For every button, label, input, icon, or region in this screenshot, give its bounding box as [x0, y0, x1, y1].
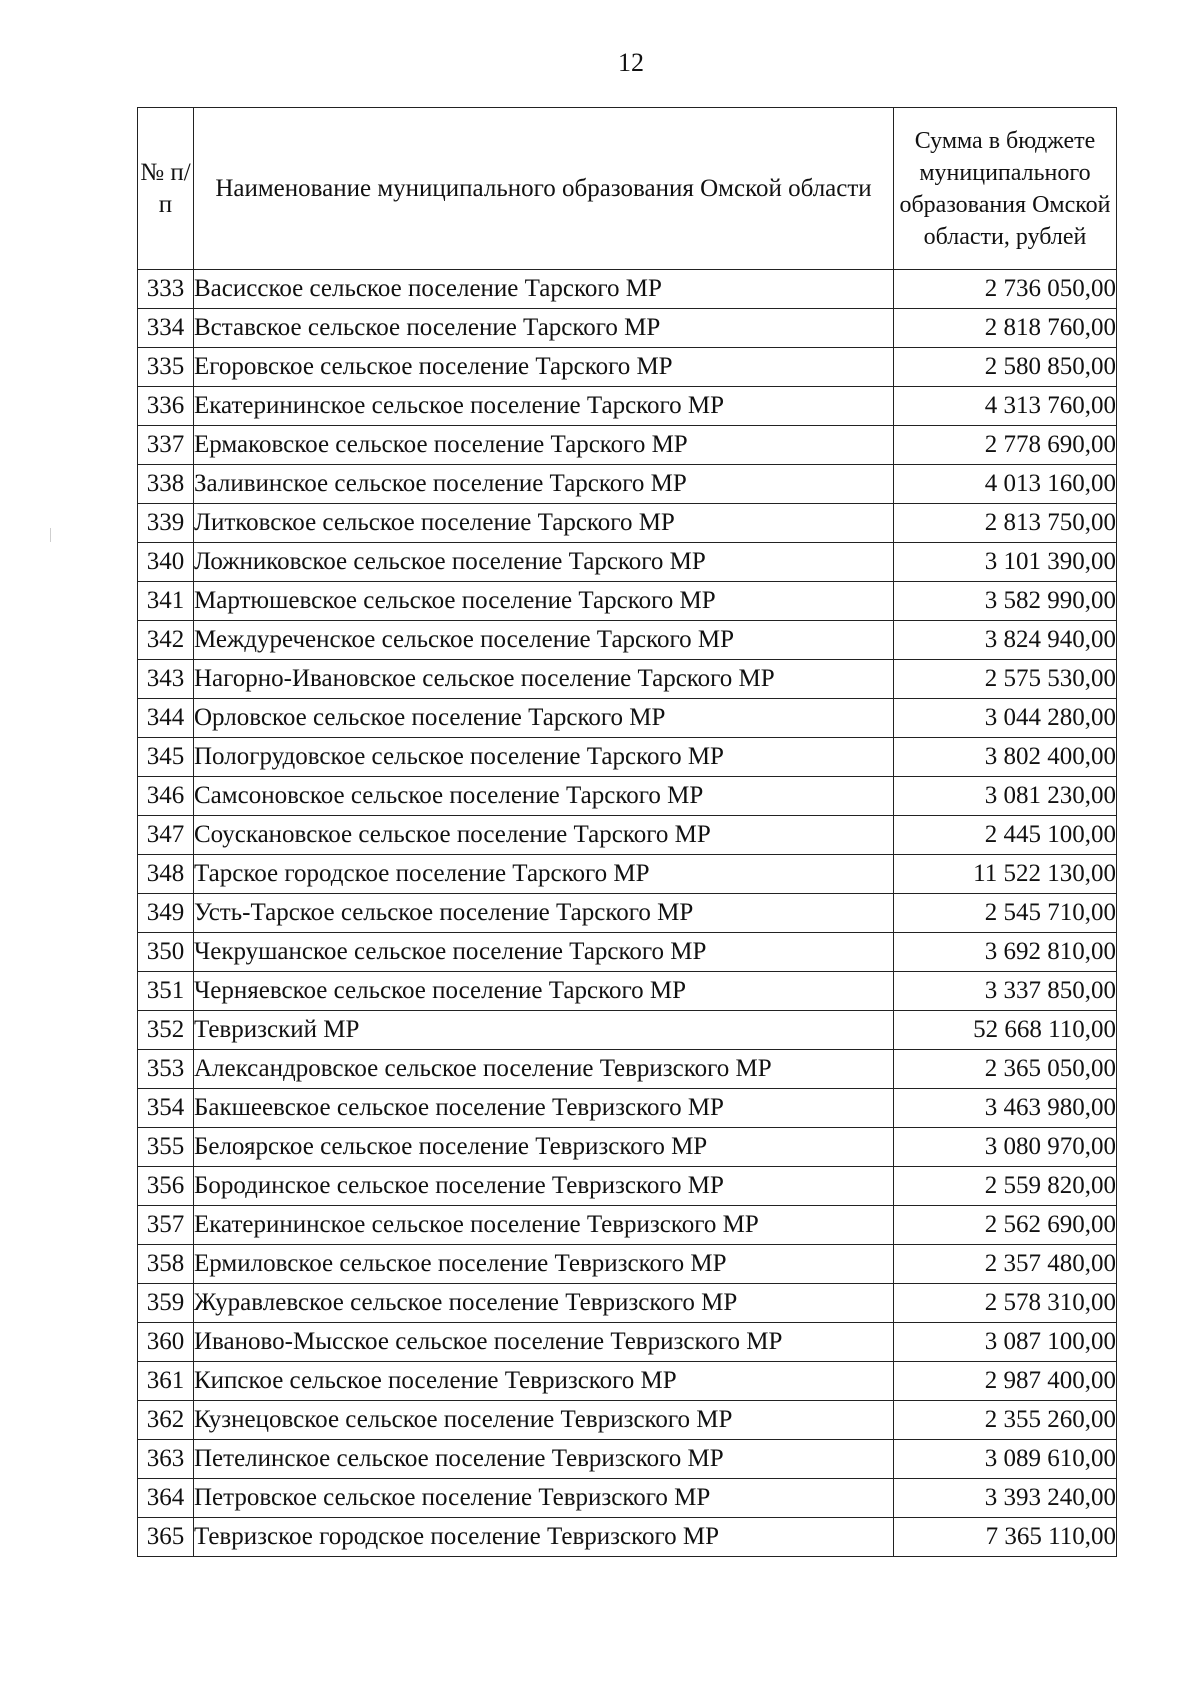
- municipality-name: Васисское сельское поселение Тарского МР: [194, 270, 894, 309]
- municipality-name: Чекрушанское сельское поселение Тарского МР: [194, 933, 894, 972]
- budget-amount: 2 575 530,00: [894, 660, 1117, 699]
- budget-amount: 3 824 940,00: [894, 621, 1117, 660]
- row-number: 342: [138, 621, 194, 660]
- row-number: 356: [138, 1167, 194, 1206]
- budget-amount: 2 813 750,00: [894, 504, 1117, 543]
- municipality-name: Орловское сельское поселение Тарского МР: [194, 699, 894, 738]
- table-row: [138, 1284, 1117, 1323]
- table-row: [138, 738, 1117, 777]
- table-row: [138, 699, 1117, 738]
- municipality-name: Александровское сельское поселение Тевризского МР: [194, 1050, 894, 1089]
- table-row: [138, 777, 1117, 816]
- budget-amount: 4 013 160,00: [894, 465, 1117, 504]
- budget-amount: 3 802 400,00: [894, 738, 1117, 777]
- table-row: [138, 1089, 1117, 1128]
- table-row: [138, 387, 1117, 426]
- budget-amount: 2 365 050,00: [894, 1050, 1117, 1089]
- municipality-name: Черняевское сельское поселение Тарского МР: [194, 972, 894, 1011]
- table-row: [138, 543, 1117, 582]
- budget-amount: 2 580 850,00: [894, 348, 1117, 387]
- municipality-name: Междуреченское сельское поселение Тарского МР: [194, 621, 894, 660]
- table-row: [138, 504, 1117, 543]
- table-row: [138, 972, 1117, 1011]
- table-row: [138, 465, 1117, 504]
- budget-amount: 7 365 110,00: [894, 1518, 1117, 1557]
- municipality-name: Ложниковское сельское поселение Тарского МР: [194, 543, 894, 582]
- table-body: [138, 270, 1117, 1557]
- table-row: [138, 855, 1117, 894]
- row-number: 334: [138, 309, 194, 348]
- row-number: 355: [138, 1128, 194, 1167]
- municipality-name: Нагорно-Ивановское сельское поселение Тарского МР: [194, 660, 894, 699]
- table-row: [138, 309, 1117, 348]
- row-number: 358: [138, 1245, 194, 1284]
- table-row: [138, 621, 1117, 660]
- budget-amount: 3 080 970,00: [894, 1128, 1117, 1167]
- municipality-name: Тевризский МР: [194, 1011, 894, 1050]
- budget-amount: 3 582 990,00: [894, 582, 1117, 621]
- municipality-name: Ермиловское сельское поселение Тевризского МР: [194, 1245, 894, 1284]
- row-number: 343: [138, 660, 194, 699]
- row-number: 339: [138, 504, 194, 543]
- table-row: [138, 660, 1117, 699]
- municipality-name: Заливинское сельское поселение Тарского МР: [194, 465, 894, 504]
- table-row: [138, 426, 1117, 465]
- budget-amount: 3 337 850,00: [894, 972, 1117, 1011]
- row-number: 363: [138, 1440, 194, 1479]
- municipality-name: Бакшеевское сельское поселение Тевризского МР: [194, 1089, 894, 1128]
- table-row: [138, 270, 1117, 309]
- municipality-name: Тевризское городское поселение Тевризского МР: [194, 1518, 894, 1557]
- budget-amount: 3 393 240,00: [894, 1479, 1117, 1518]
- row-number: 349: [138, 894, 194, 933]
- budget-amount: 2 562 690,00: [894, 1206, 1117, 1245]
- row-number: 344: [138, 699, 194, 738]
- budget-amount: 3 089 610,00: [894, 1440, 1117, 1479]
- row-number: 360: [138, 1323, 194, 1362]
- page-number: 12: [618, 48, 644, 77]
- municipality-name: Егоровское сельское поселение Тарского МР: [194, 348, 894, 387]
- budget-amount: 11 522 130,00: [894, 855, 1117, 894]
- table-row: [138, 1050, 1117, 1089]
- header-number: № п/п: [138, 108, 194, 270]
- header-budget-amount: Сумма в бюджете муниципального образования Омской области, рублей: [894, 108, 1117, 270]
- table-row: [138, 348, 1117, 387]
- row-number: 350: [138, 933, 194, 972]
- budget-amount: 52 668 110,00: [894, 1011, 1117, 1050]
- row-number: 338: [138, 465, 194, 504]
- budget-amount: 3 692 810,00: [894, 933, 1117, 972]
- row-number: 346: [138, 777, 194, 816]
- municipality-name: Петелинское сельское поселение Тевризского МР: [194, 1440, 894, 1479]
- budget-amount: 2 357 480,00: [894, 1245, 1117, 1284]
- municipality-name: Журавлевское сельское поселение Тевризского МР: [194, 1284, 894, 1323]
- budget-amount: 2 778 690,00: [894, 426, 1117, 465]
- row-number: 333: [138, 270, 194, 309]
- municipality-name: Литковское сельское поселение Тарского МР: [194, 504, 894, 543]
- budget-amount: 2 545 710,00: [894, 894, 1117, 933]
- row-number: 365: [138, 1518, 194, 1557]
- table-row: [138, 1206, 1117, 1245]
- row-number: 364: [138, 1479, 194, 1518]
- table-row: [138, 1518, 1117, 1557]
- municipality-name: Кипское сельское поселение Тевризского МР: [194, 1362, 894, 1401]
- budget-amount: 2 559 820,00: [894, 1167, 1117, 1206]
- row-number: 341: [138, 582, 194, 621]
- row-number: 361: [138, 1362, 194, 1401]
- municipality-name: Иваново-Мысское сельское поселение Тевризского МР: [194, 1323, 894, 1362]
- budget-amount: 3 081 230,00: [894, 777, 1117, 816]
- table-row: [138, 1011, 1117, 1050]
- header-municipality-name: Наименование муниципального образования Омской области: [194, 108, 894, 270]
- budget-amount: 3 101 390,00: [894, 543, 1117, 582]
- table-row: [138, 1167, 1117, 1206]
- table-row: [138, 1362, 1117, 1401]
- municipality-name: Петровское сельское поселение Тевризского МР: [194, 1479, 894, 1518]
- municipality-name: Мартюшевское сельское поселение Тарского МР: [194, 582, 894, 621]
- row-number: 348: [138, 855, 194, 894]
- row-number: 353: [138, 1050, 194, 1089]
- scan-margin-mark: [50, 528, 51, 542]
- table-row: [138, 1128, 1117, 1167]
- municipality-name: Кузнецовское сельское поселение Тевризского МР: [194, 1401, 894, 1440]
- table-row: [138, 1323, 1117, 1362]
- row-number: 335: [138, 348, 194, 387]
- budget-amount: 2 818 760,00: [894, 309, 1117, 348]
- municipality-name: Екатерининское сельское поселение Тевризского МР: [194, 1206, 894, 1245]
- municipality-name: Соускановское сельское поселение Тарского МР: [194, 816, 894, 855]
- table-header-row: [138, 108, 1117, 270]
- budget-amount: 2 355 260,00: [894, 1401, 1117, 1440]
- municipality-name: Самсоновское сельское поселение Тарского МР: [194, 777, 894, 816]
- budget-amount: 2 987 400,00: [894, 1362, 1117, 1401]
- budget-amount: 2 736 050,00: [894, 270, 1117, 309]
- table-row: [138, 1401, 1117, 1440]
- budget-amount: 4 313 760,00: [894, 387, 1117, 426]
- municipality-name: Екатерининское сельское поселение Тарского МР: [194, 387, 894, 426]
- table-row: [138, 933, 1117, 972]
- budget-amount: 2 445 100,00: [894, 816, 1117, 855]
- municipality-name: Белоярское сельское поселение Тевризского МР: [194, 1128, 894, 1167]
- row-number: 336: [138, 387, 194, 426]
- municipality-name: Вставское сельское поселение Тарского МР: [194, 309, 894, 348]
- row-number: 345: [138, 738, 194, 777]
- budget-amount: 3 087 100,00: [894, 1323, 1117, 1362]
- budget-amount: 3 463 980,00: [894, 1089, 1117, 1128]
- municipality-name: Усть-Тарское сельское поселение Тарского МР: [194, 894, 894, 933]
- table-row: [138, 894, 1117, 933]
- row-number: 347: [138, 816, 194, 855]
- row-number: 340: [138, 543, 194, 582]
- row-number: 337: [138, 426, 194, 465]
- table-row: [138, 1245, 1117, 1284]
- budget-table: [137, 107, 1117, 1557]
- table-row: [138, 1440, 1117, 1479]
- municipality-name: Ермаковское сельское поселение Тарского МР: [194, 426, 894, 465]
- row-number: 351: [138, 972, 194, 1011]
- municipality-name: Тарское городское поселение Тарского МР: [194, 855, 894, 894]
- table-row: [138, 1479, 1117, 1518]
- row-number: 359: [138, 1284, 194, 1323]
- row-number: 352: [138, 1011, 194, 1050]
- row-number: 354: [138, 1089, 194, 1128]
- budget-amount: 3 044 280,00: [894, 699, 1117, 738]
- budget-amount: 2 578 310,00: [894, 1284, 1117, 1323]
- row-number: 362: [138, 1401, 194, 1440]
- row-number: 357: [138, 1206, 194, 1245]
- table-row: [138, 816, 1117, 855]
- table-row: [138, 582, 1117, 621]
- municipality-name: Пологрудовское сельское поселение Тарского МР: [194, 738, 894, 777]
- municipality-name: Бородинское сельское поселение Тевризского МР: [194, 1167, 894, 1206]
